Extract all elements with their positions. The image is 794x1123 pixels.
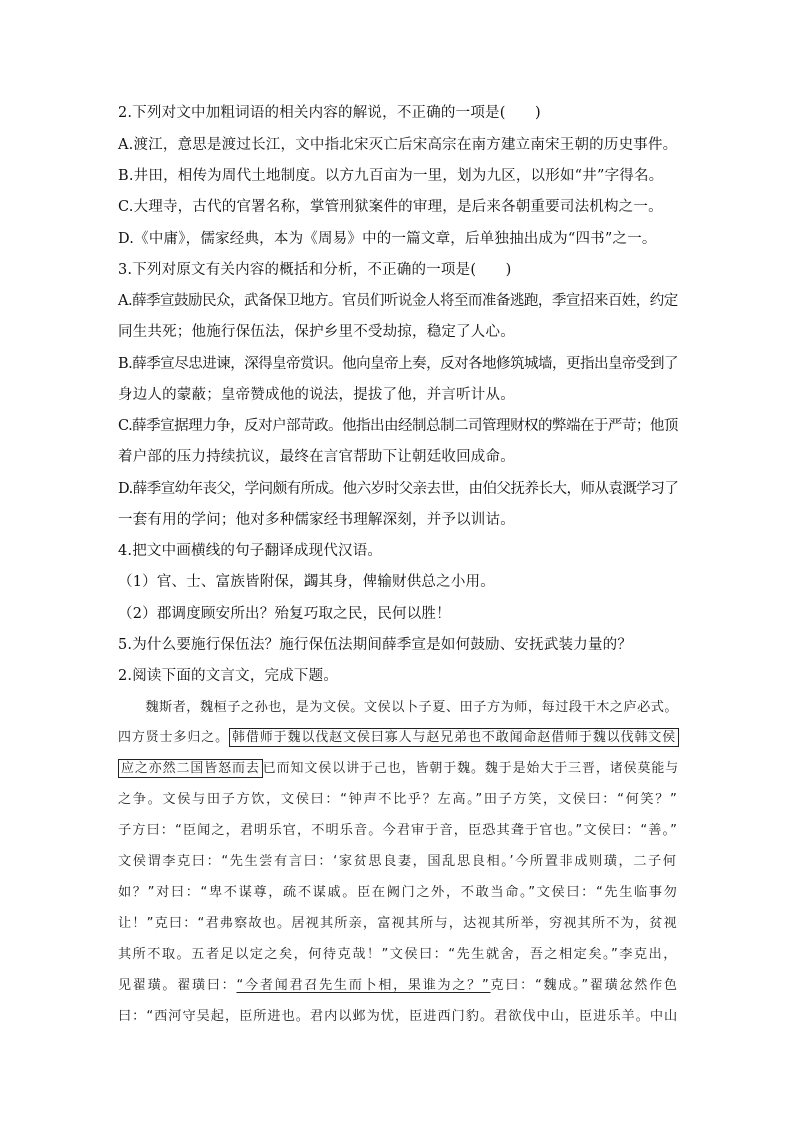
passage-line-7: 如？”对曰：“卑不谋尊，疏不谋戚。臣在阙门之外，不敢当命。”文侯曰：“先生临事勿: [118, 885, 679, 900]
passage-line-10: [118, 976, 678, 996]
passage-line-10-text-a: 见翟璜。翟璜曰：: [118, 978, 237, 993]
passage-line-3-text: 已而知文侯以讲于己也，皆朝于魏。魏于是始大于三晋，诸侯莫能与: [262, 761, 680, 776]
q3-option-b-line1: B.薛季宣尽忠进谏，深得皇帝赏识。他向皇帝上奏，反对各地修筑城墙，更指出皇帝受到了: [118, 356, 678, 372]
q2-option-a: A.渡江，意思是渡过长江，文中指北宋灭亡后宋高宗在南方建立南宋王朝的历史事件。: [118, 137, 678, 153]
passage-line-5: 子方曰：“臣闻之，君明乐官，不明乐音。今君审于音，臣恐其聋于官也。”文侯曰：“善。”: [118, 823, 679, 838]
q3-option-a-line1: A.薛季宣鼓励民众，武备保卫地方。官员们听说金人将至而准备逃跑，季宣招来百姓，约定: [118, 293, 678, 309]
q3-stem: 3.下列对原文有关内容的概括和分析，不正确的一项是( ): [118, 262, 512, 278]
q2-option-c: C.大理寺，古代的官署名称，掌管刑狱案件的审理，是后来各朝重要司法机构之一。: [118, 199, 663, 215]
q2-option-d: D.《中庸》，儒家经典，本为《周易》中的一篇文章，后单独抽出成为“四书”之一。: [118, 231, 657, 247]
passage-line-3: [118, 759, 678, 779]
underlined-sentence: “今者闻君召先生而卜相，果谁为之？”: [236, 978, 491, 993]
passage-line-10-text-b: 克曰：“魏成。”翟璜忿然作色: [490, 978, 679, 993]
passage-line-2: [118, 728, 678, 748]
q3-option-b-line2: 身边人的蒙蔽；皇帝赞成他的说法，提拔了他，并言听计从。: [118, 387, 515, 403]
passage-line-1: 魏斯者，魏桓子之孙也，是为文侯。文侯以卜子夏、田子方为师，每过段干木之庐必式。: [118, 700, 679, 715]
q3-option-a-line2: 同生共死；他施行保伍法，保护乡里不受劫掠，稳定了人心。: [118, 324, 515, 340]
q4-sentence-1: （1）官、士、富族皆附保，蠲其身，俾输财供总之小用。: [118, 574, 495, 590]
section2-stem: 2.阅读下面的文言文，完成下题。: [118, 668, 339, 684]
passage-line-8: 让！”克曰：“君弗察故也。居视其所亲，富视其所与，达视其所举，穷视其所不为，贫视: [118, 916, 678, 931]
q2-option-b: B.井田，相传为周代土地制度。以方九百亩为一里，划为九区，以形如“井”字得名。: [118, 168, 664, 184]
passage-line-9: 其所不取。五者足以定之矣，何待克哉！”文侯曰：“先生就舍，吾之相定矣。”李克出，: [118, 947, 678, 962]
passage-line-6: 文侯谓李克曰：“先生尝有言曰：‘家贫思良妻，国乱思良相。’今所置非成则璜，二子何: [118, 854, 678, 869]
boxed-sentence-part-2: 应之亦然二国皆怒而去: [118, 759, 263, 778]
q4-sentence-2: （2）郡调度顾安所出？殆复巧取之民，民何以胜！: [118, 606, 451, 622]
passage-line-11: 曰：“西河守吴起，臣所进也。君内以邺为忧，臣进西门豹。君欲伐中山，臣进乐羊。中山: [118, 1009, 679, 1024]
passage-line-4: 之争。文侯与田子方饮，文侯曰：“钟声不比乎？左高。”田子方笑，文侯曰：“何笑？”: [118, 792, 679, 807]
q3-option-c-line2: 着户部的压力持续抗议，最终在言官帮助下让朝廷收回成命。: [118, 449, 515, 465]
q5-stem: 5.为什么要施行保伍法？施行保伍法期间薛季宣是如何鼓励、安抚武装力量的？: [118, 637, 633, 653]
q3-option-d-line1: D.薛季宣幼年丧父，学问颇有所成。他六岁时父亲去世，由伯父抚养长大，师从袁溉学习了: [118, 481, 679, 497]
q3-option-c-line1: C.薛季宣据理力争，反对户部苛政。他指出由经制总制二司管理财权的弊端在于严苛；他顶: [118, 418, 678, 434]
q3-option-d-line2: 一套有用的学问；他对多种儒家经书理解深刻，并予以训诂。: [118, 512, 515, 528]
q4-stem: 4.把文中画横线的句子翻译成现代汉语。: [118, 543, 383, 559]
passage-line-2-text: 四方贤士多归之。: [118, 730, 230, 745]
boxed-sentence-part-1: 韩借师于魏以伐赵文侯曰寡人与赵兄弟也不敢闻命赵借师于魏以伐韩文侯: [229, 728, 679, 747]
q2-stem: 2.下列对文中加粗词语的相关内容的解说，不正确的一项是( ): [118, 105, 541, 121]
